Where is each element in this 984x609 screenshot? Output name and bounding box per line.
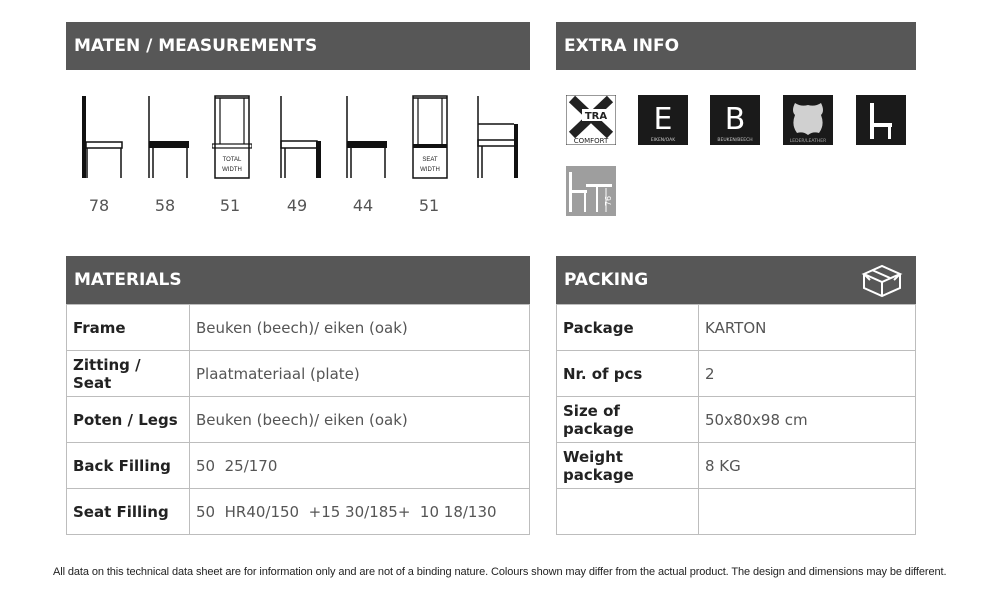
table-row xyxy=(67,305,530,351)
materials-key: Seat Filling xyxy=(67,489,190,535)
extra-comfort-icon xyxy=(566,95,616,145)
total-label-line2: WIDTH xyxy=(222,167,242,173)
table-height-icon xyxy=(566,166,616,216)
measurements-header xyxy=(66,22,530,70)
measurements-title: MATEN / MEASUREMENTS xyxy=(74,36,318,56)
chair-side-drawing xyxy=(474,84,522,180)
oak-icon xyxy=(638,95,688,145)
leather-icon xyxy=(783,95,833,145)
seat-label-line1: SEAT xyxy=(422,157,438,163)
materials-value: Beuken (beech)/ eiken (oak) xyxy=(190,397,530,443)
materials-key: Zitting / Seat xyxy=(67,351,190,397)
box-icon xyxy=(860,262,904,298)
packing-key: Package xyxy=(557,305,699,351)
materials-table xyxy=(66,304,530,535)
leather-label: LEDER/LEATHER xyxy=(789,139,827,144)
table-row xyxy=(67,443,530,489)
materials-key: Poten / Legs xyxy=(67,397,190,443)
table-row xyxy=(557,351,916,397)
table-row xyxy=(67,351,530,397)
seat-label-line2: WIDTH xyxy=(420,167,440,173)
packing-value: 2 xyxy=(699,351,916,397)
table-row xyxy=(67,397,530,443)
total-label-line1: TOTAL xyxy=(222,157,242,163)
packing-key xyxy=(557,489,699,535)
materials-header xyxy=(66,256,530,304)
materials-value: Plaatmateriaal (plate) xyxy=(190,351,530,397)
packing-key: Weight package xyxy=(557,443,699,489)
packing-table xyxy=(556,304,916,535)
disclaimer-footer: All data on this technical data sheet are for information only and are not of a binding nature. Colours shown may differ from the actual product. The design and dimensions may be different. xyxy=(53,566,947,578)
dim-value-5: 44 xyxy=(352,196,374,215)
materials-value: 50 25/170 xyxy=(190,443,530,489)
dim-value-6: 51 xyxy=(418,196,440,215)
measurement-drawings xyxy=(76,84,526,184)
packing-value xyxy=(699,489,916,535)
table-height-value: 76 xyxy=(604,195,613,207)
materials-title: MATERIALS xyxy=(74,270,182,290)
beech-icon xyxy=(710,95,760,145)
chair-depth-drawing xyxy=(276,84,324,180)
extra-info-title: EXTRA INFO xyxy=(564,36,680,56)
packing-key: Size of package xyxy=(557,397,699,443)
packing-value: 50x80x98 cm xyxy=(699,397,916,443)
comfort-label: COMFORT xyxy=(573,137,609,145)
oak-letter: E xyxy=(653,102,673,137)
comfort-top-text: TRA xyxy=(584,111,608,122)
packing-key: Nr. of pcs xyxy=(557,351,699,397)
dim-value-4: 49 xyxy=(286,196,308,215)
chair-seat-width-drawing xyxy=(410,84,450,180)
chair-icon xyxy=(856,95,906,145)
beech-letter: B xyxy=(724,102,746,137)
chair-seat-depth-drawing xyxy=(342,84,390,180)
dim-value-1: 78 xyxy=(88,196,110,215)
table-row xyxy=(557,443,916,489)
materials-value: Beuken (beech)/ eiken (oak) xyxy=(190,305,530,351)
dim-value-2: 58 xyxy=(154,196,176,215)
packing-value: 8 KG xyxy=(699,443,916,489)
beech-label: BEUKEN/BEECH xyxy=(717,138,753,143)
chair-seat-height-drawing xyxy=(144,84,192,180)
packing-title: PACKING xyxy=(564,270,649,290)
table-row xyxy=(557,397,916,443)
chair-height-drawing xyxy=(78,84,126,180)
packing-value: KARTON xyxy=(699,305,916,351)
table-row xyxy=(557,305,916,351)
materials-key: Back Filling xyxy=(67,443,190,489)
packing-header xyxy=(556,256,916,304)
oak-label: EIKEN/OAK xyxy=(650,138,676,143)
dim-value-3: 51 xyxy=(219,196,241,215)
chair-total-width-drawing xyxy=(212,84,252,180)
table-row xyxy=(557,489,916,535)
materials-key: Frame xyxy=(67,305,190,351)
table-row xyxy=(67,489,530,535)
extra-info-header xyxy=(556,22,916,70)
materials-value: 50 HR40/150 +15 30/185+ 10 18/130 xyxy=(190,489,530,535)
